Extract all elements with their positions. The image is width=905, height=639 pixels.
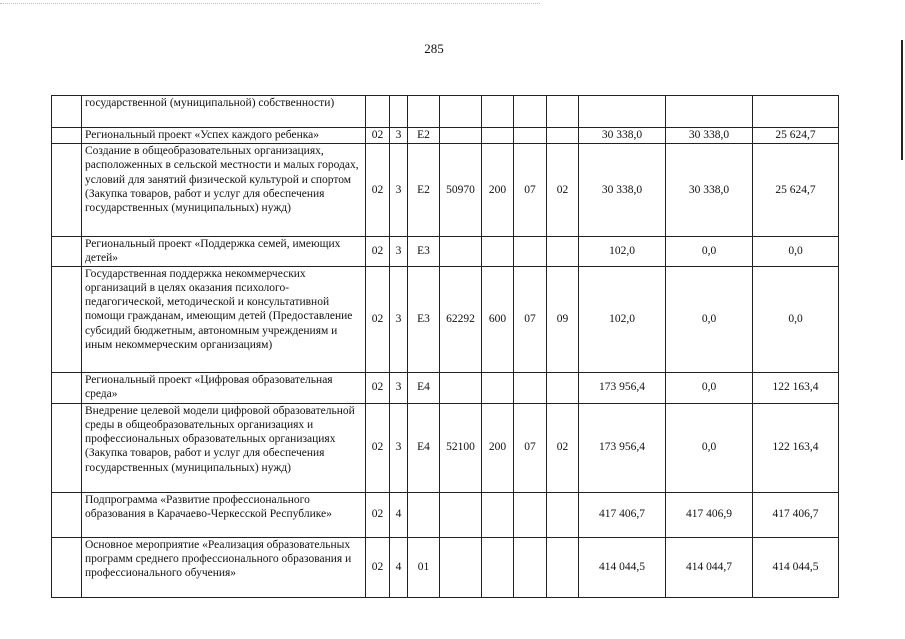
cell-v1: 173 956,4 xyxy=(579,372,666,403)
blank-cell xyxy=(52,144,82,237)
cell-v3: 122 163,4 xyxy=(753,372,839,403)
cell-c3 xyxy=(408,492,440,537)
cell-v3 xyxy=(753,96,839,128)
cell-c3: Е3 xyxy=(408,237,440,267)
cell-v1: 173 956,4 xyxy=(579,403,666,492)
cell-c2: 3 xyxy=(390,144,408,237)
cell-v3: 25 624,7 xyxy=(753,144,839,237)
cell-c5 xyxy=(482,237,514,267)
blank-cell xyxy=(52,492,82,537)
cell-c4 xyxy=(440,96,482,128)
cell-c4 xyxy=(440,372,482,403)
cell-c4: 52100 xyxy=(440,403,482,492)
cell-c2: 3 xyxy=(390,237,408,267)
cell-v2: 414 044,7 xyxy=(666,537,753,597)
cell-c7: 02 xyxy=(547,144,579,237)
cell-c6 xyxy=(514,237,547,267)
cell-c7 xyxy=(547,537,579,597)
row-name: Региональный проект «Поддержка семей, имеющих детей» xyxy=(82,237,366,267)
table-row xyxy=(52,96,839,128)
cell-c2: 3 xyxy=(390,403,408,492)
cell-c6 xyxy=(514,492,547,537)
cell-v1: 414 044,5 xyxy=(579,537,666,597)
row-name: Создание в общеобразовательных организациях, расположенных в сельской местности и малых городах, условий для занятий физической культурой и спортом (Закупка товаров, работ и услуг для обеспечения государственных (муниципальных) нужд) xyxy=(82,144,366,237)
cell-c2: 4 xyxy=(390,492,408,537)
cell-c4 xyxy=(440,128,482,144)
cell-c7 xyxy=(547,96,579,128)
cell-v2: 0,0 xyxy=(666,266,753,372)
cell-v2: 417 406,9 xyxy=(666,492,753,537)
table-row xyxy=(52,537,839,597)
cell-v1 xyxy=(579,96,666,128)
cell-c6: 07 xyxy=(514,266,547,372)
cell-v3: 122 163,4 xyxy=(753,403,839,492)
row-name: Основное мероприятие «Реализация образовательных программ среднего профессионального образования и профессионального обучения» xyxy=(82,537,366,597)
cell-c6 xyxy=(514,96,547,128)
cell-v2 xyxy=(666,96,753,128)
scan-top-edge xyxy=(0,3,540,4)
row-name: Государственная поддержка некоммерческих организаций в целях оказания психолого-педагогической, методической и консультативной помощи гражданам, имеющим детей (Предоставление субсидий бюджетным, автономным учреждениям и иным некоммерческим организациям) xyxy=(82,266,366,372)
cell-c1: 02 xyxy=(366,492,390,537)
table-row xyxy=(52,144,839,237)
cell-c5 xyxy=(482,537,514,597)
cell-v2: 0,0 xyxy=(666,403,753,492)
cell-c5: 200 xyxy=(482,144,514,237)
blank-cell xyxy=(52,537,82,597)
cell-c5 xyxy=(482,372,514,403)
cell-v2: 0,0 xyxy=(666,237,753,267)
cell-c2: 3 xyxy=(390,266,408,372)
cell-c3: Е2 xyxy=(408,128,440,144)
cell-c5: 200 xyxy=(482,403,514,492)
cell-c1: 02 xyxy=(366,237,390,267)
table-row xyxy=(52,492,839,537)
cell-c3 xyxy=(408,96,440,128)
scan-margin-mark xyxy=(901,40,903,160)
cell-c4 xyxy=(440,237,482,267)
blank-cell xyxy=(52,128,82,144)
cell-c2: 3 xyxy=(390,128,408,144)
cell-v2: 30 338,0 xyxy=(666,144,753,237)
cell-v3: 414 044,5 xyxy=(753,537,839,597)
cell-c5 xyxy=(482,96,514,128)
blank-cell xyxy=(52,96,82,128)
cell-c1: 02 xyxy=(366,144,390,237)
cell-c4 xyxy=(440,537,482,597)
cell-c6 xyxy=(514,372,547,403)
cell-v3: 0,0 xyxy=(753,237,839,267)
table-row xyxy=(52,403,839,492)
cell-c4: 50970 xyxy=(440,144,482,237)
cell-c1: 02 xyxy=(366,128,390,144)
cell-c1: 02 xyxy=(366,372,390,403)
cell-v2: 30 338,0 xyxy=(666,128,753,144)
page-number: 285 xyxy=(424,41,444,56)
table-row xyxy=(52,266,839,372)
cell-c6: 07 xyxy=(514,403,547,492)
cell-c1 xyxy=(366,96,390,128)
table-row xyxy=(52,237,839,267)
cell-v1: 102,0 xyxy=(579,237,666,267)
cell-c7: 02 xyxy=(547,403,579,492)
row-name: Подпрограмма «Развитие профессионального образования в Карачаево-Черкесской Республике» xyxy=(82,492,366,537)
cell-v3: 25 624,7 xyxy=(753,128,839,144)
cell-c3: Е3 xyxy=(408,266,440,372)
blank-cell xyxy=(52,403,82,492)
cell-c1: 02 xyxy=(366,403,390,492)
cell-v1: 30 338,0 xyxy=(579,128,666,144)
row-name: Региональный проект «Цифровая образовательная среда» xyxy=(82,372,366,403)
cell-c6 xyxy=(514,128,547,144)
budget-table xyxy=(51,95,839,598)
blank-cell xyxy=(52,266,82,372)
cell-c3: 01 xyxy=(408,537,440,597)
cell-c1: 02 xyxy=(366,537,390,597)
cell-c7: 09 xyxy=(547,266,579,372)
cell-c2 xyxy=(390,96,408,128)
row-name: государственной (муниципальной) собственности) xyxy=(82,96,366,128)
cell-c2: 3 xyxy=(390,372,408,403)
cell-c5 xyxy=(482,128,514,144)
cell-c4: 62292 xyxy=(440,266,482,372)
blank-cell xyxy=(52,237,82,267)
cell-c3: Е4 xyxy=(408,403,440,492)
cell-c2: 4 xyxy=(390,537,408,597)
row-name: Внедрение целевой модели цифровой образовательной среды в общеобразовательных организациях и профессиональных образовательных организациях (Закупка товаров, работ и услуг для обеспечения государственных (муниципальных) нужд) xyxy=(82,403,366,492)
cell-v3: 417 406,7 xyxy=(753,492,839,537)
cell-c7 xyxy=(547,372,579,403)
cell-c1: 02 xyxy=(366,266,390,372)
cell-c7 xyxy=(547,492,579,537)
row-name: Региональный проект «Успех каждого ребенка» xyxy=(82,128,366,144)
cell-c5 xyxy=(482,492,514,537)
cell-c5: 600 xyxy=(482,266,514,372)
cell-v2: 0,0 xyxy=(666,372,753,403)
blank-cell xyxy=(52,372,82,403)
cell-c7 xyxy=(547,128,579,144)
cell-c4 xyxy=(440,492,482,537)
cell-v1: 102,0 xyxy=(579,266,666,372)
cell-c3: Е4 xyxy=(408,372,440,403)
cell-c6: 07 xyxy=(514,144,547,237)
cell-c6 xyxy=(514,537,547,597)
cell-v3: 0,0 xyxy=(753,266,839,372)
table-row xyxy=(52,128,839,144)
cell-v1: 30 338,0 xyxy=(579,144,666,237)
cell-c3: Е2 xyxy=(408,144,440,237)
cell-c7 xyxy=(547,237,579,267)
table-row xyxy=(52,372,839,403)
cell-v1: 417 406,7 xyxy=(579,492,666,537)
